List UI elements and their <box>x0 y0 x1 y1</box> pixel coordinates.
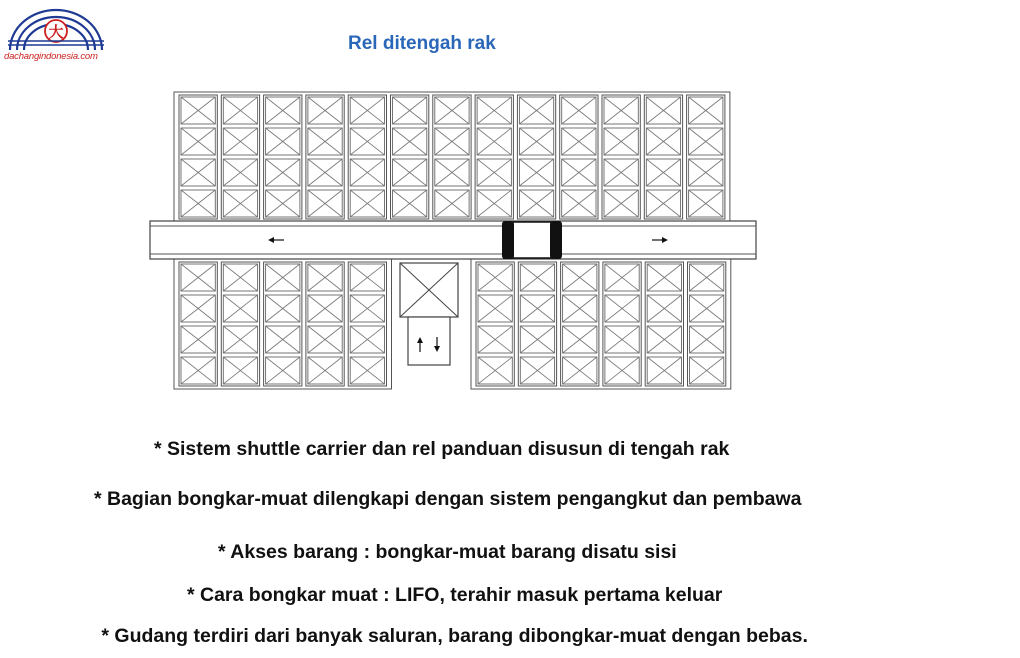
logo-glyph: 大 <box>48 23 64 41</box>
bottom-rack-right <box>471 259 731 389</box>
top-rack <box>174 92 730 222</box>
lift-station <box>400 263 458 365</box>
bullet-channels: * Gudang terdiri dari banyak saluran, barang dibongkar-muat dengan bebas. <box>96 625 808 647</box>
bullet-loading-section: * Bagian bongkar-muat dilengkapi dengan sistem pengangkut dan pembawa <box>94 488 802 510</box>
shuttle-carrier <box>502 221 562 259</box>
page-title: Rel ditengah rak <box>348 33 496 54</box>
bottom-rack-left <box>174 259 392 389</box>
bullet-shuttle-system: * Sistem shuttle carrier dan rel panduan disusun di tengah rak <box>154 438 730 460</box>
bullet-access: * Akses barang : bongkar-muat barang disatu sisi <box>218 541 677 563</box>
bullet-lifo: * Cara bongkar muat : LIFO, terahir masuk pertama keluar <box>187 584 723 606</box>
logo-text: dachangindonesia.com <box>4 51 98 62</box>
